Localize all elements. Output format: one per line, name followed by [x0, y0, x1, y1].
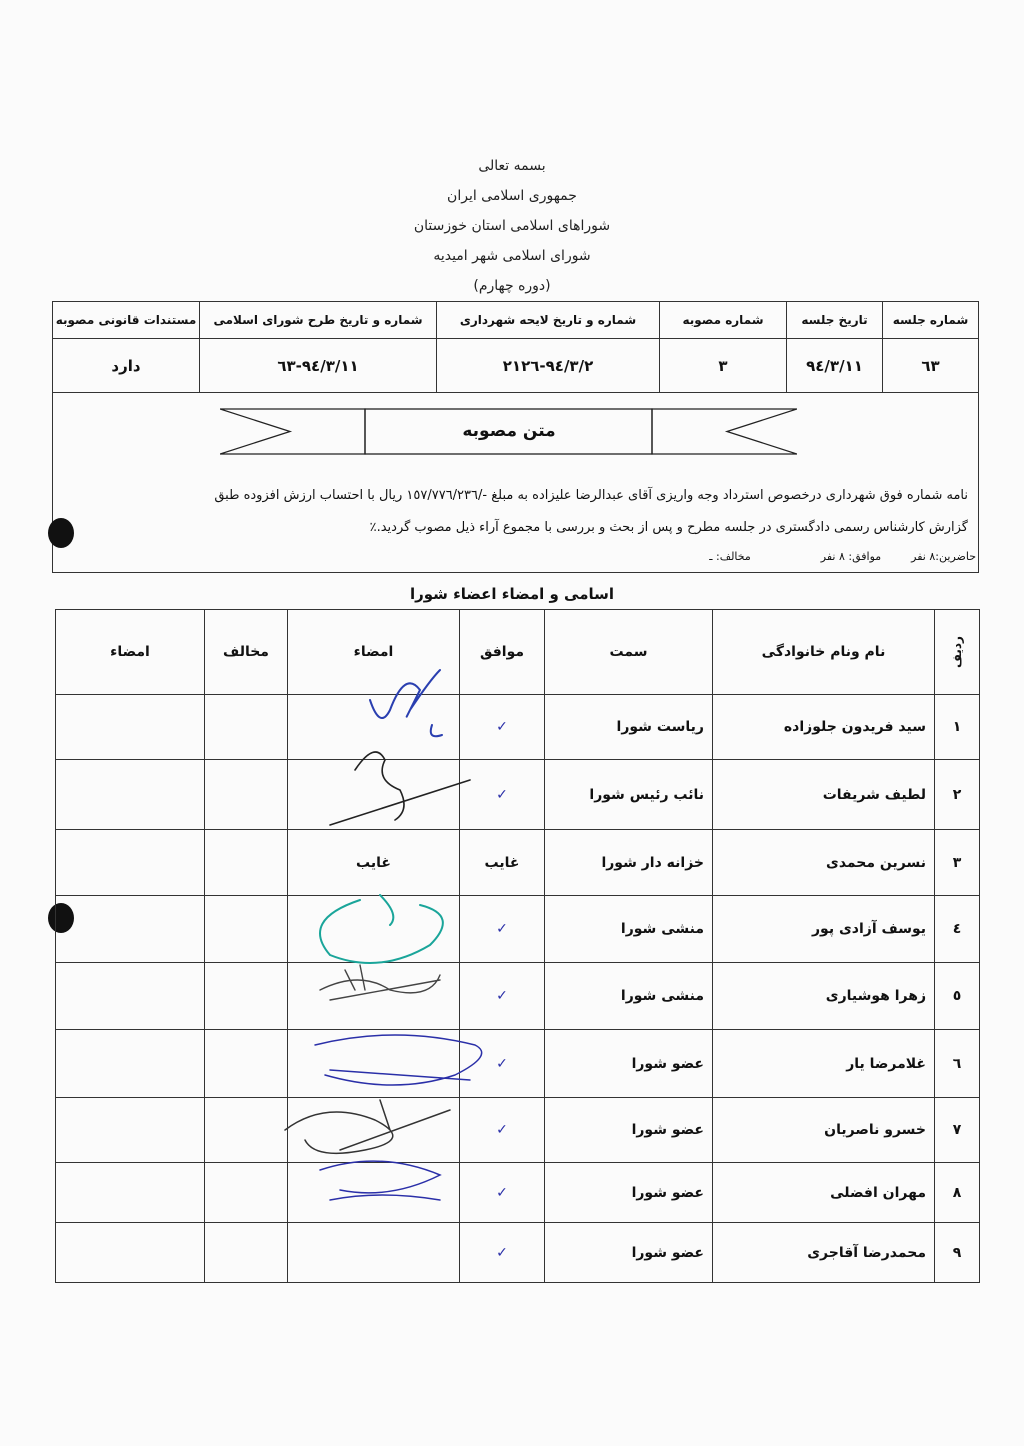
- province-council: شوراهای اسلامی استان خوزستان: [413, 218, 611, 234]
- member-position: عضو شورا: [545, 1223, 713, 1283]
- legal-basis: دارد: [53, 339, 200, 393]
- col-agree: موافق: [460, 610, 545, 695]
- oppose-cell: [205, 1223, 288, 1283]
- member-row: [56, 1098, 980, 1163]
- oppose-cell: [205, 1163, 288, 1223]
- members-title: اسامی و امضاء اعضاء شورا: [409, 585, 615, 603]
- oppose-signature-cell: [56, 695, 205, 760]
- oppose-count: مخالف: ـ: [709, 550, 751, 563]
- present-count: حاضرین:٨ نفر: [911, 550, 976, 563]
- row-number: ٥: [935, 963, 980, 1030]
- oppose-signature-cell: [56, 963, 205, 1030]
- member-position: ریاست شورا: [545, 695, 713, 760]
- oppose-signature-cell: [56, 830, 205, 896]
- member-name: مهران افضلی: [713, 1163, 935, 1223]
- resolution-number: ٣: [660, 339, 787, 393]
- oppose-signature-cell: [56, 896, 205, 963]
- signature-cell: [288, 760, 460, 830]
- member-position: عضو شورا: [545, 1098, 713, 1163]
- oppose-cell: [205, 830, 288, 896]
- member-row: [56, 760, 980, 830]
- vote-stats: [709, 550, 976, 563]
- oppose-cell: [205, 695, 288, 760]
- municipality-bill: ٩٤/٣/٢-٢١٢٦: [437, 339, 660, 393]
- col-signature-oppose: امضاء: [56, 610, 205, 695]
- row-number: ١: [935, 695, 980, 760]
- checkmark-icon: ✓: [460, 1030, 545, 1098]
- member-position: نائب رئیس شورا: [545, 760, 713, 830]
- oppose-signature-cell: [56, 760, 205, 830]
- signature-cell: [288, 1098, 460, 1163]
- country-name: جمهوری اسلامی ایران: [447, 188, 577, 204]
- oppose-cell: [205, 760, 288, 830]
- member-name: لطیف شریفات: [713, 760, 935, 830]
- oppose-cell: [205, 896, 288, 963]
- checkmark-icon: ✓: [460, 1098, 545, 1163]
- signature-cell: [288, 1030, 460, 1098]
- checkmark-icon: ✓: [460, 963, 545, 1030]
- oppose-cell: [205, 963, 288, 1030]
- member-name: یوسف آزادی پور: [713, 896, 935, 963]
- col-oppose: مخالف: [205, 610, 288, 695]
- member-position: منشی شورا: [545, 963, 713, 1030]
- agree-mark: غایب: [460, 830, 545, 896]
- member-position: خزانه دار شورا: [545, 830, 713, 896]
- col-position: سمت: [545, 610, 713, 695]
- punch-hole: [48, 518, 74, 548]
- member-name: زهرا هوشیاری: [713, 963, 935, 1030]
- member-row: [56, 830, 980, 896]
- checkmark-icon: ✓: [460, 695, 545, 760]
- city-council: شورای اسلامی شهر امیدیه: [433, 248, 591, 264]
- session-number: ٦٣: [883, 339, 979, 393]
- basmala: بسمه تعالی: [478, 158, 546, 174]
- member-row: [56, 963, 980, 1030]
- oppose-signature-cell: [56, 1030, 205, 1098]
- checkmark-icon: ✓: [460, 1223, 545, 1283]
- col-session-number: شماره جلسه: [883, 302, 979, 339]
- member-name: محمدرضا آقاجری: [713, 1223, 935, 1283]
- row-number: ٨: [935, 1163, 980, 1223]
- col-legal-basis: مستندات قانونی مصوبه: [53, 302, 200, 339]
- checkmark-icon: ✓: [460, 760, 545, 830]
- member-row: [56, 1223, 980, 1283]
- row-number: ٦: [935, 1030, 980, 1098]
- member-position: منشی شورا: [545, 896, 713, 963]
- oppose-signature-cell: [56, 1163, 205, 1223]
- row-number: ٧: [935, 1098, 980, 1163]
- member-row: [56, 695, 980, 760]
- checkmark-icon: ✓: [460, 896, 545, 963]
- signature-cell: [288, 1163, 460, 1223]
- member-name: سید فریدون جلوزاده: [713, 695, 935, 760]
- member-name: نسرین محمدی: [713, 830, 935, 896]
- oppose-signature-cell: [56, 1223, 205, 1283]
- member-position: عضو شورا: [545, 1030, 713, 1098]
- members-table: [55, 609, 980, 1283]
- oppose-cell: [205, 1030, 288, 1098]
- row-number: ٢: [935, 760, 980, 830]
- oppose-cell: [205, 1098, 288, 1163]
- signature-cell: [288, 896, 460, 963]
- row-number: ٩: [935, 1223, 980, 1283]
- term: (دوره چهارم): [473, 278, 551, 294]
- member-position: عضو شورا: [545, 1163, 713, 1223]
- col-resolution-number: شماره مصوبه: [660, 302, 787, 339]
- col-municipality-bill: شماره و تاریخ لایحه شهرداری: [437, 302, 660, 339]
- col-name: نام ونام خانوادگی: [713, 610, 935, 695]
- resolution-title: متن مصوبه: [462, 421, 556, 441]
- checkmark-icon: ✓: [460, 1163, 545, 1223]
- member-name: غلامرضا یار: [713, 1030, 935, 1098]
- signature-cell: [288, 1223, 460, 1283]
- oppose-signature-cell: [56, 1098, 205, 1163]
- resolution-text-line1: نامه شماره فوق شهرداری درخصوص استرداد وجه واریزی آقای عبدالرضا علیزاده به مبلغ -/١٥٧/٧٧٦/٢٣٦ ریال با احتساب ارزش افزوده طبق: [214, 488, 968, 503]
- col-signature-agree: امضاء: [288, 610, 460, 695]
- resolution-text-line2: گزارش کارشناس رسمی دادگستری در جلسه مطرح و پس از بحث و بررسی با مجموع آراء ذیل مصوب گردید.٪: [369, 520, 968, 535]
- resolution-info-table: [52, 301, 979, 393]
- signature-cell: غایب: [288, 830, 460, 896]
- council-plan: ٩٤/٣/١١-٦٣: [200, 339, 437, 393]
- member-row: [56, 1030, 980, 1098]
- col-council-plan: شماره و تاریخ طرح شورای اسلامی: [200, 302, 437, 339]
- agree-count: موافق: ٨ نفر: [820, 550, 882, 563]
- col-session-date: تاریخ جلسه: [787, 302, 883, 339]
- signature-cell: [288, 695, 460, 760]
- member-name: خسرو ناصریان: [713, 1098, 935, 1163]
- member-row: [56, 896, 980, 963]
- signature-cell: [288, 963, 460, 1030]
- session-date: ٩٤/٣/١١: [787, 339, 883, 393]
- member-row: [56, 1163, 980, 1223]
- row-number: ٣: [935, 830, 980, 896]
- row-number: ٤: [935, 896, 980, 963]
- col-row-number: ردیف: [935, 610, 980, 695]
